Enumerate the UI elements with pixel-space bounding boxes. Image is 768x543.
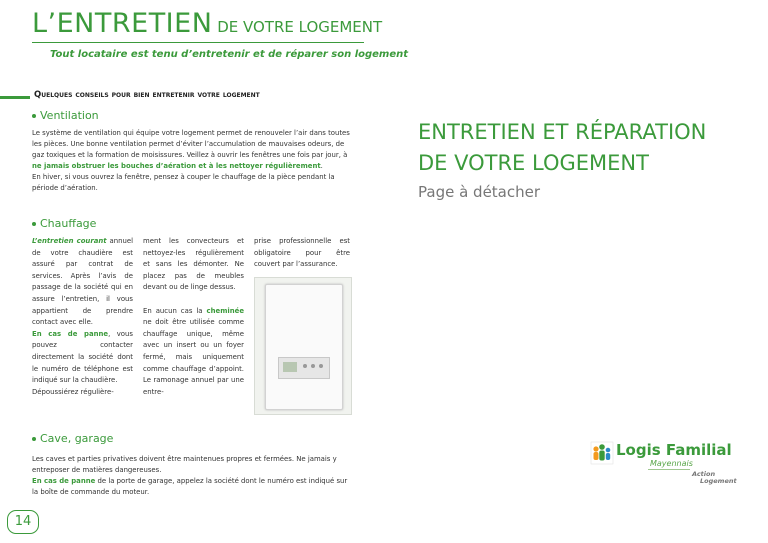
detach-title-line-2: DE VOTRE LOGEMENT: [418, 151, 649, 175]
cave-text: [32, 454, 354, 498]
ventilation-highlight: ne jamais obstruer les bouches d’aération et à les nettoyer régulièrement: [32, 162, 321, 170]
family-logo-icon: [590, 440, 614, 466]
ventilation-text-2: .: [320, 162, 323, 170]
detach-subtitle: Page à détacher: [418, 183, 541, 201]
cave-heading-label: Cave, garage: [40, 432, 114, 445]
chauffage-col2-text-2a: En aucun cas la: [143, 306, 207, 315]
detach-title: [418, 117, 706, 179]
section-marker: [0, 96, 30, 99]
chauffage-column-3: [254, 236, 350, 271]
page-title-main: L’ENTRETIEN: [32, 8, 213, 39]
chauffage-column-2: [143, 236, 244, 398]
page-number: 14: [7, 510, 39, 534]
chauffage-col2-text-2b: ne doit être utilisée comme chauffage unique, même avec un insert ou un foyer fermé, mais uniquement comme chauffage d’appoint. Le ramonage annuel par une entre-: [143, 318, 244, 396]
cave-heading: [32, 432, 113, 445]
entretien-courant-highlight: L’entretien courant: [32, 237, 107, 245]
chauffage-heading: [32, 217, 96, 230]
boiler-button: [311, 364, 315, 368]
boiler-unit: [265, 284, 343, 410]
logo-region: Mayennais: [650, 459, 693, 468]
section-heading: Quelques conseils pour bien entretenir votre logement: [34, 90, 260, 100]
ventilation-heading: [32, 109, 99, 122]
panne-highlight: En cas de panne: [32, 329, 109, 338]
page-title: [32, 8, 382, 39]
boiler-button: [303, 364, 307, 368]
chauffage-col3-text: prise professionnelle est obligatoire pour être couvert par l’assurance.: [254, 237, 350, 269]
logo-action: Action: [692, 470, 716, 478]
title-divider: [32, 42, 364, 43]
chauffage-col1-text-3: Dépoussiérez régulière-: [32, 387, 114, 396]
chauffage-col2-text-1: ment les convecteurs et nettoyez-les régulièrement et sans les démonter. Ne placez pas de meubles devant ou de linge dessus.: [143, 237, 244, 292]
logo-swoosh: [648, 469, 690, 470]
boiler-screen: [283, 362, 297, 372]
logo-logement: Logement: [700, 477, 737, 485]
page-title-suffix: DE VOTRE LOGEMENT: [212, 18, 383, 36]
ventilation-heading-label: Ventilation: [40, 109, 99, 122]
ventilation-text-3: En hiver, si vous ouvrez la fenêtre, pensez à couper le chauffage de la pièce pendant la période d’aération.: [32, 173, 335, 192]
logis-familial-logo: [588, 432, 737, 488]
boiler-photo: [254, 277, 352, 415]
chauffage-heading-label: Chauffage: [40, 217, 97, 230]
chauffage-col1-text-1: annuel de votre chaudière est assuré par contrat de services. Après l’avis de passage de la société qui en assure l’entretien, il vous appartient de prendre contact avec elle.: [32, 237, 134, 327]
boiler-control-panel: [278, 357, 330, 379]
bullet-icon: [32, 437, 36, 441]
cheminee-highlight: cheminée: [206, 306, 244, 315]
chauffage-column-1: [32, 236, 133, 398]
ventilation-text-1: Le système de ventilation qui équipe votre logement permet de renouveler l’air dans toutes les pièces. Une bonne ventilation permet d’éviter l’accumulation de mauvaises odeurs, de gaz toxiques et la formation de moisissures. Veillez à ouvrir les fenêtres une fois par jour, à: [32, 129, 350, 159]
logo-name: Logis Familial: [616, 441, 732, 459]
detach-title-line-1: ENTRETIEN ET RÉPARATION: [418, 120, 707, 144]
cave-text-2: de la porte de garage, appelez la société dont le numéro est indiqué sur la boîte de commande du moteur.: [32, 477, 348, 496]
ventilation-text: [32, 128, 354, 194]
chauffage-col1-text-2: , vous pouvez contacter directement la société dont le numéro de téléphone est indiqué sur la chaudière.: [32, 329, 133, 385]
bullet-icon: [32, 222, 36, 226]
bullet-icon: [32, 114, 36, 118]
cave-text-1: Les caves et parties privatives doivent être maintenues propres et fermées. Ne jamais y entreposer de matières dangereuses.: [32, 455, 337, 474]
boiler-button: [319, 364, 323, 368]
page-subtitle: Tout locataire est tenu d’entretenir et de réparer son logement: [50, 49, 409, 60]
cave-panne-highlight: En cas de panne: [32, 477, 96, 485]
